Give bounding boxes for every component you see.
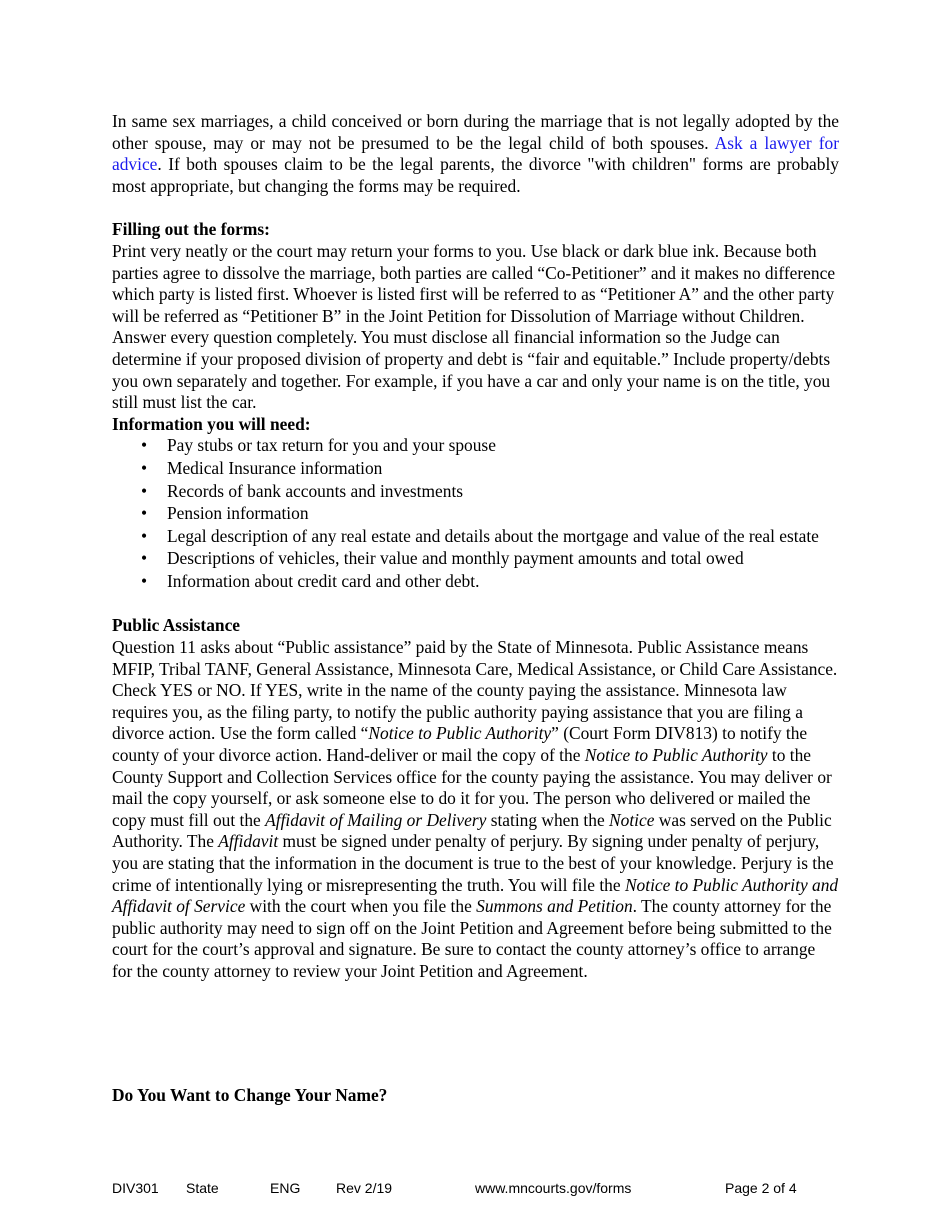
assistance-text: stating when the [486,809,610,830]
footer-page-number: Page 2 of 4 [725,1180,797,1196]
filling-heading: Filling out the forms: [112,219,270,240]
list-item: • Information about credit card and other debt. [167,571,839,593]
page-footer [0,1180,950,1198]
assistance-text: to the County Support and Collection Services office for the county paying the assistance. You may deliver or mail the copy yourself, or ask someone else to do it for you. The person who delivered or mailed the copy must fill out the [112,745,832,830]
intro-paragraph [112,111,839,197]
footer-url[interactable]: www.mncourts.gov/forms [475,1180,632,1196]
assistance-heading: Public Assistance [112,615,241,636]
filling-paragraph: Print very neatly or the court may return your forms to you. Use black or dark blue ink. Because both parties agree to dissolve the marriage, both parties are called “Co-Petitioner” and it makes no difference which party is listed first. Whoever is listed first will be referred to as “Petitioner A” and the other party will be referred as “Petitioner B” in the Joint Petition for Dissolution of Marriage without Children. Answer every question completely. You must disclose all financial information so the Judge can determine if your proposed division of property and debt is “fair and equitable.” Include property/debts you own separately and together. For example, if you have a car and only your name is on the title, you still must list the car. [112,240,836,413]
list-item: • Medical Insurance information [167,458,839,480]
name-change-heading: Do You Want to Change Your Name? [112,1085,388,1105]
assistance-text: . The county attorney for the public authority may need to sign off on the Joint Petition and Agreement before being submitted to the court for the court’s approval and signature. Be sure to contact the county attorney’s office to arrange for the county attorney to review your Joint Petition and Agreement. [112,896,832,981]
footer-jurisdiction: State [186,1180,219,1196]
assistance-text: must be signed under penalty of perjury. By signing under penalty of perjury, you are stating that the information in the document is true to the best of your knowledge. Perjury is the crime of intentionally lying or misrepresenting the truth. You will file the [112,831,834,895]
document-body [112,111,839,983]
assistance-italic: Notice to Public Authority and Affidavit of Service [112,874,839,917]
intro-text-after: . If both spouses claim to be the legal parents, the divorce "with children" forms are probably most appropriate, but changing the forms may be required. [112,154,839,196]
assistance-italic: Notice [609,809,655,830]
list-item: • Legal description of any real estate and details about the mortgage and value of the real estate [167,526,839,548]
assistance-text: was served on the Public Authority. The [112,809,832,852]
assistance-italic: Affidavit of Mailing or Delivery [265,809,487,830]
ask-lawyer-link[interactable]: Ask a lawyer for advice [112,132,839,175]
list-item: • Records of bank accounts and investments [167,481,839,503]
list-item: • Pension information [167,503,839,525]
info-heading: Information you will need: [112,413,311,434]
assistance-italic: Affidavit [218,831,279,852]
assistance-text: ” (Court Form DIV813) to notify the county of your divorce action. Hand-deliver or mail the copy of the [112,723,808,766]
assistance-text: Question 11 asks about “Public assistance” paid by the State of Minnesota. Public Assistance means MFIP, Tribal TANF, General Assistance, Minnesota Care, Medical Assistance, or Child Care Assistance. Check YES or NO. If YES, write in the name of the county paying the assistance. Minnesota law requires you, as the filing party, to notify the public authority paying assistance that you are filing a divorce action. Use the form called “ [112,637,838,744]
assistance-italic: Notice to Public Authority [584,745,768,766]
assistance-italic: Summons and Petition [476,896,633,917]
list-item: • Descriptions of vehicles, their value and monthly payment amounts and total owed [167,548,839,570]
info-list [112,435,839,592]
footer-form-id: DIV301 [112,1180,159,1196]
footer-language: ENG [270,1180,301,1196]
footer-revision: Rev 2/19 [336,1180,393,1196]
assistance-text: with the court when you file the [245,896,477,917]
intro-text-before: In same sex marriages, a child conceived or born during the marriage that is not legally adopted by the other spouse, may or may not be presumed to be the legal child of both spouses. [112,111,839,153]
assistance-italic: Notice to Public Authority [368,723,552,744]
list-item: • Pay stubs or tax return for you and your spouse [167,435,839,457]
assistance-paragraph [112,637,839,983]
